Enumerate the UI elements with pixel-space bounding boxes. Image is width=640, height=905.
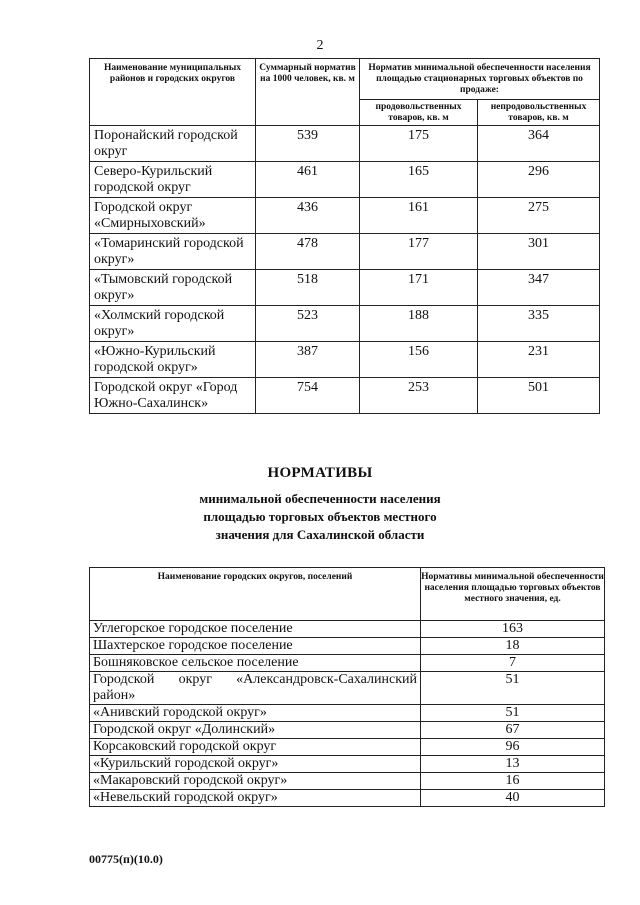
row-food: 171: [360, 270, 478, 306]
row-food: 253: [360, 378, 478, 414]
header-food: продовольственных товаров, кв. м: [360, 100, 478, 126]
row-name: «Томаринский городской округ»: [90, 234, 256, 270]
row-food: 188: [360, 306, 478, 342]
table-row: [90, 234, 600, 270]
row-nonfood: 501: [478, 378, 600, 414]
header2-name: Наименование городских округов, поселений: [90, 568, 421, 621]
table-row: [90, 705, 605, 722]
section-title: НОРМАТИВЫ: [267, 465, 373, 481]
row-name: «Тымовский городской округ»: [90, 270, 256, 306]
row-total: 754: [256, 378, 360, 414]
header-name: Наименование муниципальных районов и городских округов: [90, 59, 256, 126]
table-row: [90, 162, 600, 198]
row-value: 7: [421, 655, 605, 672]
row-food: 165: [360, 162, 478, 198]
subtitle-line-2: площадью торговых объектов местного: [203, 509, 437, 524]
header-total: Суммарный норматив на 1000 человек, кв. м: [256, 59, 360, 126]
row-food: 177: [360, 234, 478, 270]
row-name: «Курильский городской округ»: [90, 756, 421, 773]
row-value: 40: [421, 790, 605, 807]
table-row: [90, 655, 605, 672]
retail-norms-table: [89, 58, 600, 414]
row-nonfood: 296: [478, 162, 600, 198]
row-nonfood: 364: [478, 126, 600, 162]
table-row: [90, 790, 605, 807]
table-row: [90, 722, 605, 739]
row-value: 163: [421, 621, 605, 638]
row-name: «Холмский городской округ»: [90, 306, 256, 342]
row-nonfood: 275: [478, 198, 600, 234]
row-name: Городской округ «Александровск-Сахалинский район»: [90, 672, 421, 705]
table-row: [90, 126, 600, 162]
row-name: «Анивский городской округ»: [90, 705, 421, 722]
table-row: [90, 756, 605, 773]
header-nonfood: непродовольственных товаров, кв. м: [478, 100, 600, 126]
table-row: [90, 378, 600, 414]
table-row: [90, 638, 605, 655]
subtitle-line-1: минимальной обеспеченности населения: [199, 491, 441, 506]
row-value: 51: [421, 672, 605, 705]
row-food: 161: [360, 198, 478, 234]
row-value: 13: [421, 756, 605, 773]
row-total: 387: [256, 342, 360, 378]
table-row: [90, 672, 605, 705]
table2-body: [90, 621, 605, 807]
row-name: Корсаковский городской округ: [90, 739, 421, 756]
row-total: 518: [256, 270, 360, 306]
row-name: «Южно-Курильский городской округ»: [90, 342, 256, 378]
row-food: 156: [360, 342, 478, 378]
row-name: «Макаровский городской округ»: [90, 773, 421, 790]
row-nonfood: 347: [478, 270, 600, 306]
row-total: 478: [256, 234, 360, 270]
row-nonfood: 335: [478, 306, 600, 342]
table1-body: [90, 126, 600, 414]
row-name: Городской округ «Город Южно-Сахалинск»: [90, 378, 256, 414]
row-name: Шахтерское городское поселение: [90, 638, 421, 655]
row-value: 51: [421, 705, 605, 722]
row-value: 67: [421, 722, 605, 739]
row-name: Городской округ «Смирныховский»: [90, 198, 256, 234]
row-total: 461: [256, 162, 360, 198]
subtitle-line-3: значения для Сахалинской области: [215, 527, 425, 542]
row-value: 18: [421, 638, 605, 655]
row-food: 175: [360, 126, 478, 162]
header2-norm: Нормативы минимальной обеспеченности населения площадью торговых объектов местного значения, ед.: [421, 568, 605, 621]
row-value: 16: [421, 773, 605, 790]
table-row: [90, 306, 600, 342]
row-name: Бошняковское сельское поселение: [90, 655, 421, 672]
row-total: 436: [256, 198, 360, 234]
row-name: Северо-Курильский городской округ: [90, 162, 256, 198]
row-value: 96: [421, 739, 605, 756]
table-row: [90, 739, 605, 756]
row-nonfood: 301: [478, 234, 600, 270]
row-name: «Невельский городской округ»: [90, 790, 421, 807]
document-code: 00775(п)(10.0): [89, 852, 163, 866]
row-nonfood: 231: [478, 342, 600, 378]
row-name: Городской округ «Долинский»: [90, 722, 421, 739]
page-number: 2: [316, 38, 324, 53]
row-total: 539: [256, 126, 360, 162]
row-name: Углегорское городское поселение: [90, 621, 421, 638]
row-total: 523: [256, 306, 360, 342]
table-row: [90, 198, 600, 234]
table-row: [90, 342, 600, 378]
section-subtitle: [0, 490, 640, 544]
local-norms-table: [89, 567, 605, 807]
header-norm: Норматив минимальной обеспеченности населения площадью стационарных торговых объектов по продаже:: [360, 59, 600, 100]
row-name: Поронайский городской округ: [90, 126, 256, 162]
table-row: [90, 773, 605, 790]
table-row: [90, 621, 605, 638]
table-row: [90, 270, 600, 306]
